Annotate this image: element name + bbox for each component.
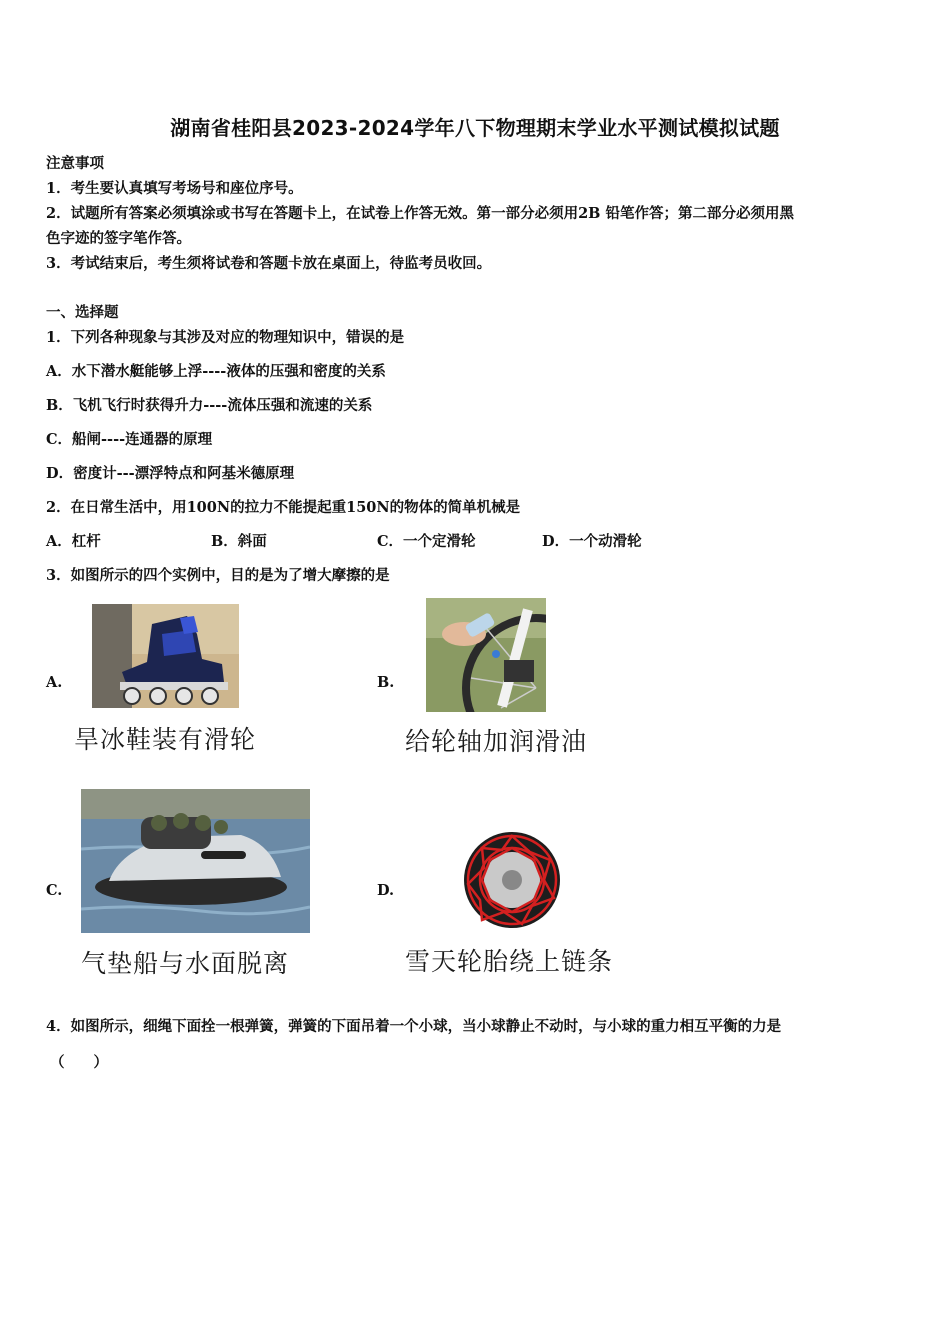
question-3-option-c-letter: C. xyxy=(46,882,63,899)
section-heading: 一、选择题 xyxy=(46,304,119,321)
question-3-option-a-letter: A. xyxy=(46,674,63,691)
question-2-option-c: C．一个定滑轮 xyxy=(377,533,476,550)
question-1-option-c: C．船闸----连通器的原理 xyxy=(46,431,213,448)
roller-skate-image xyxy=(92,604,239,708)
notice-item: 色字迹的签字笔作答。 xyxy=(46,230,191,247)
bicycle-lubrication-image xyxy=(426,598,546,712)
notice-item: 1．考生要认真填写考场号和座位序号。 xyxy=(46,180,303,197)
question-3-option-d-caption: 雪天轮胎绕上链条 xyxy=(405,947,614,976)
question-1-stem: 1．下列各种现象与其涉及对应的物理知识中，错误的是 xyxy=(46,329,405,346)
question-3-stem: 3．如图所示的四个实例中，目的是为了增大摩擦的是 xyxy=(46,567,390,584)
question-2-option-a: A．杠杆 xyxy=(46,533,101,550)
question-3-option-b-letter: B. xyxy=(377,674,395,691)
question-4-blank: （ ） xyxy=(50,1054,108,1071)
question-4-stem: 4．如图所示，细绳下面拴一根弹簧，弹簧的下面吊着一个小球，当小球静止不动时，与小球的重力相互平衡的力是 xyxy=(46,1018,782,1035)
question-3-option-a-caption: 旱冰鞋装有滑轮 xyxy=(74,725,257,754)
notice-item: 2．试题所有答案必须填涂或书写在答题卡上，在试卷上作答无效。第一部分必须用2B 铅笔作答；第二部分必须用黑 xyxy=(46,205,794,222)
notice-item: 3．考试结束后，考生须将试卷和答题卡放在桌面上，待监考员收回。 xyxy=(46,255,492,272)
question-2-stem: 2．在日常生活中，用100N的拉力不能提起重150N的物体的简单机械是 xyxy=(46,499,521,516)
question-1-option-a: A．水下潜水艇能够上浮----液体的压强和密度的关系 xyxy=(46,363,386,380)
question-2-option-d: D．一个动滑轮 xyxy=(542,533,642,550)
question-3-option-b-caption: 给轮轴加润滑油 xyxy=(405,727,588,756)
page-title: 湖南省桂阳县2023-2024学年八下物理期末学业水平测试模拟试题 xyxy=(170,116,780,140)
question-2-option-b: B．斜面 xyxy=(211,533,267,550)
tire-chain-image xyxy=(460,830,565,930)
question-3-option-c-caption: 气垫船与水面脱离 xyxy=(81,949,290,978)
question-1-option-d: D．密度计---漂浮特点和阿基米德原理 xyxy=(46,465,295,482)
question-3-option-d-letter: D. xyxy=(377,882,395,899)
question-1-option-b: B．飞机飞行时获得升力----流体压强和流速的关系 xyxy=(46,397,373,414)
notice-heading: 注意事项 xyxy=(46,155,104,172)
hovercraft-image xyxy=(81,789,310,933)
